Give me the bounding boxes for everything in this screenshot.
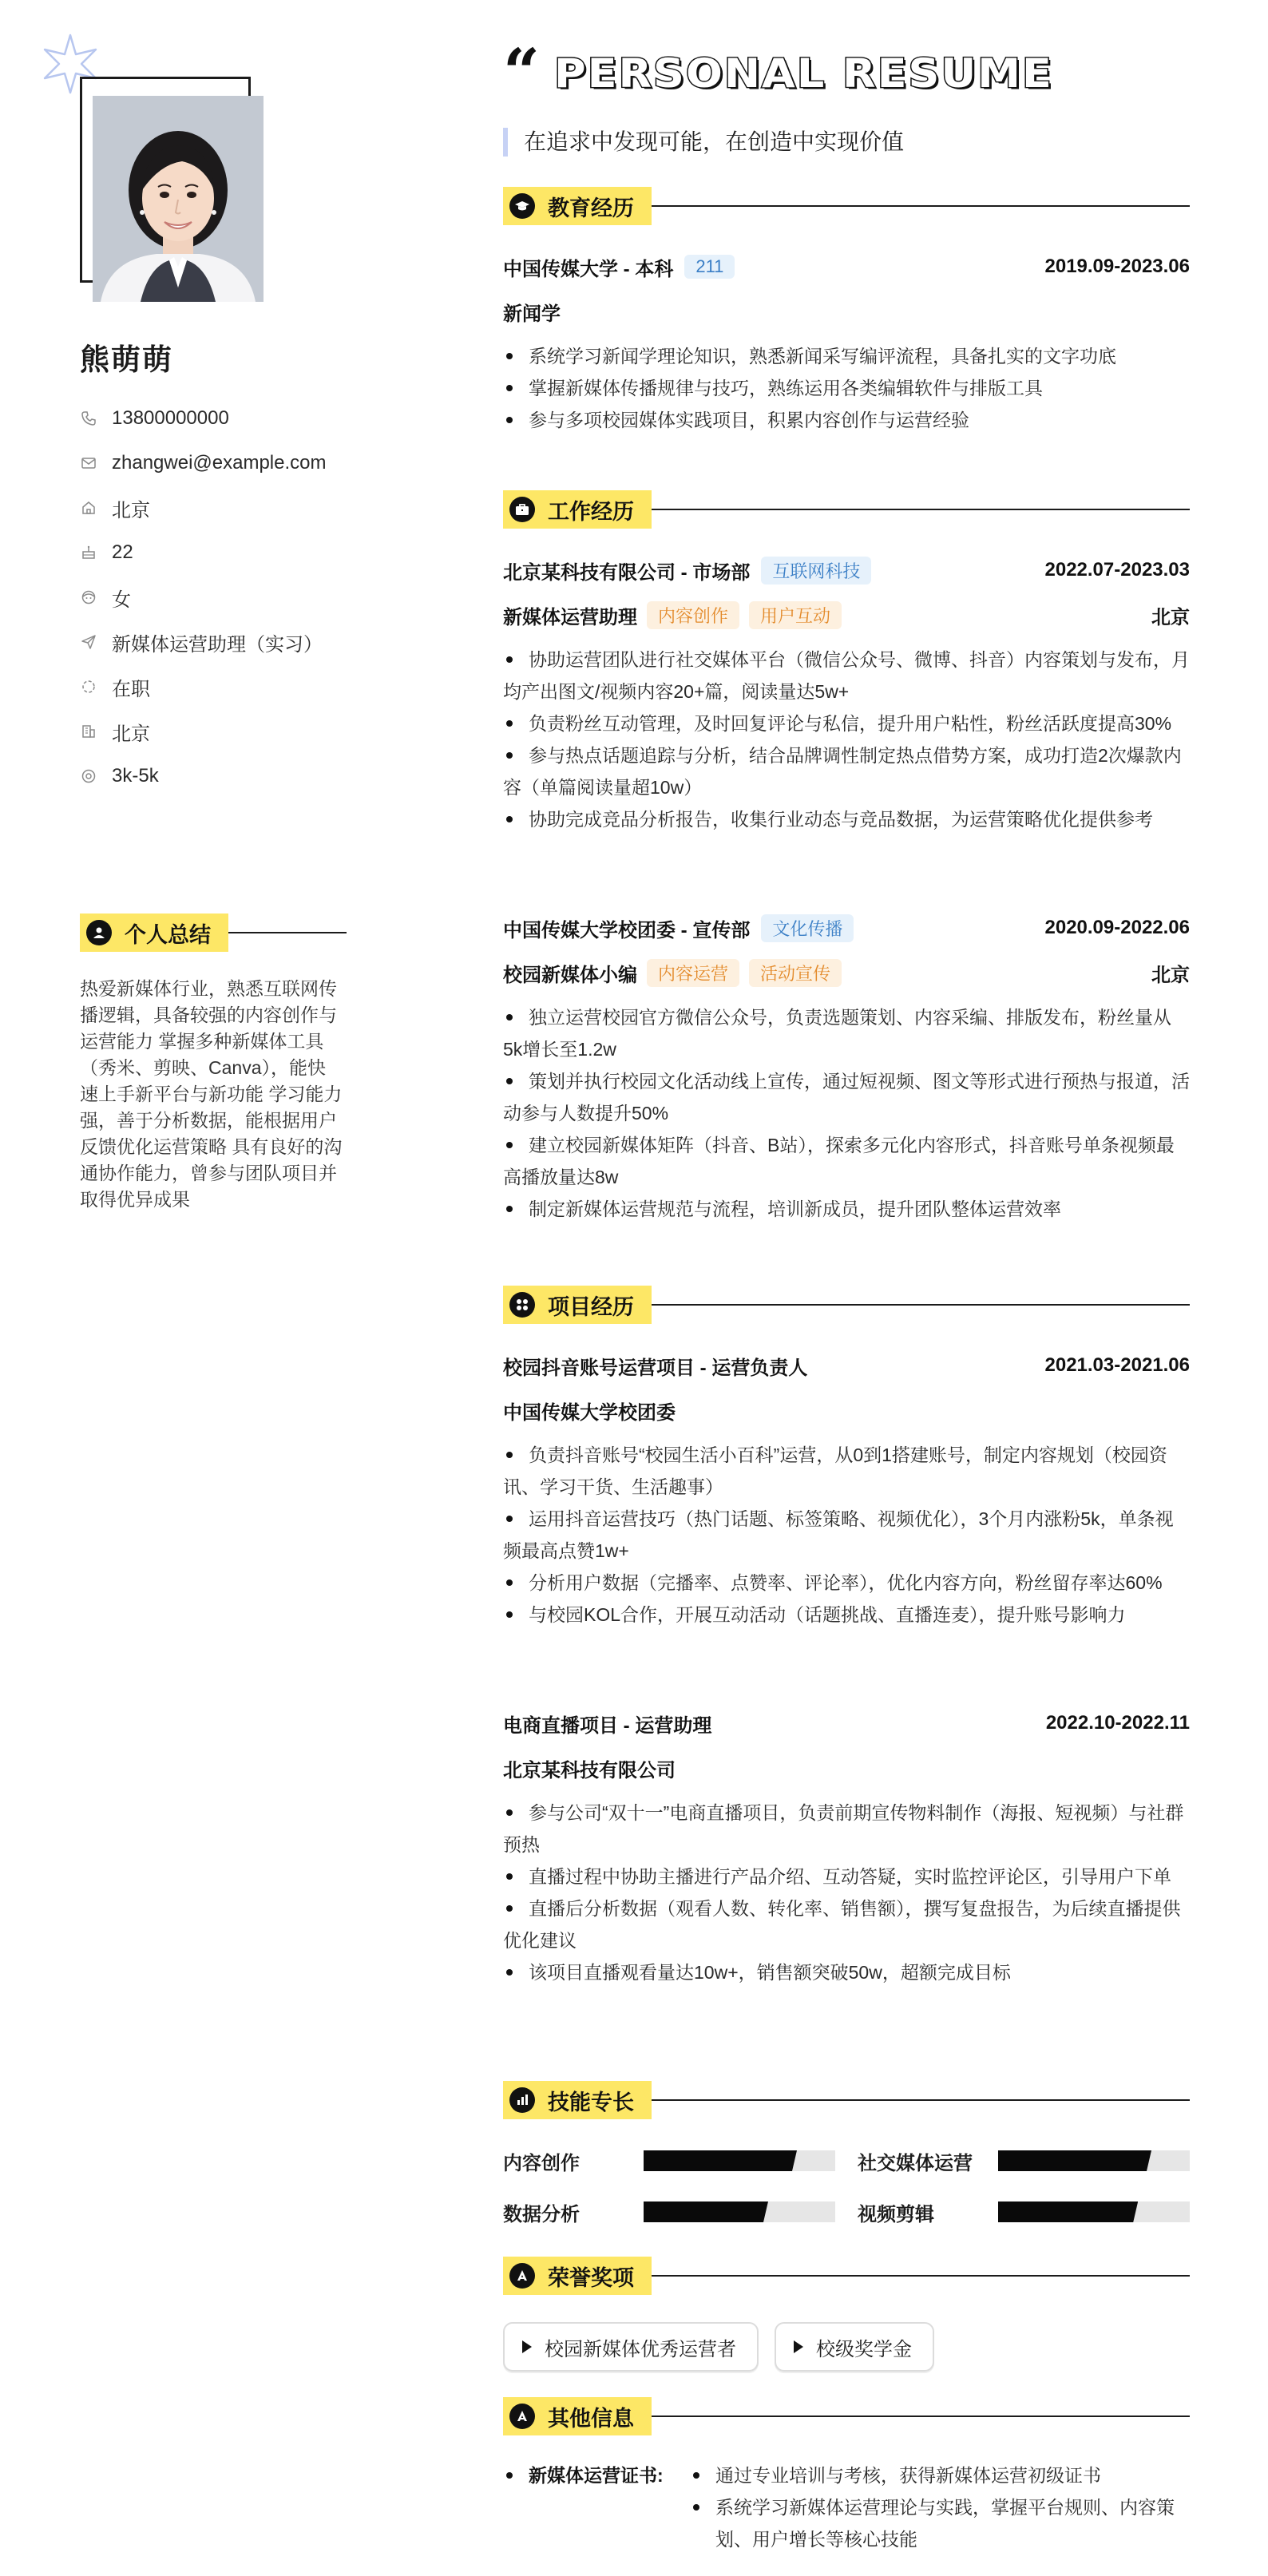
quote-mark: “ <box>503 34 541 109</box>
project-2-name: 电商直播项目 - 运营助理 <box>503 1714 712 1737</box>
skill-row <box>858 2145 1190 2177</box>
list-item: 与校园KOL合作，开展互动活动（话题挑战、直播连麦），提升账号影响力 <box>503 1599 1190 1631</box>
info-location <box>80 485 327 530</box>
list-item: 协助完成竞品分析报告，收集行业动态与竞品数据，为运营策略优化提供参考 <box>503 803 1190 835</box>
other-section-label <box>503 2397 652 2435</box>
play-icon <box>794 2340 803 2353</box>
list-item: 建立校园新媒体矩阵（抖音、B站），探索多元化内容形式，抖音账号单条视频最高播放量达8w <box>503 1129 1190 1193</box>
education-bullets <box>503 340 1190 436</box>
grid-icon <box>509 1292 535 1318</box>
money-icon <box>80 767 97 785</box>
honors-section-header <box>503 2257 1190 2295</box>
gender-text: 女 <box>112 589 131 611</box>
project-2-bullets <box>503 1797 1190 1988</box>
job-2-industry-tag: 文化传播 <box>761 914 854 942</box>
status-icon <box>80 678 97 696</box>
info-gender <box>80 575 327 620</box>
list-item: 策划并执行校园文化活动线上宣传，通过短视频、图文等形式进行预热与报道，活动参与人数提升50% <box>503 1065 1190 1129</box>
project-2-header <box>503 1707 1190 1739</box>
project-1-org-row <box>503 1394 1190 1426</box>
skill-level-fill <box>644 2201 768 2222</box>
job-1-role-tag: 内容创作 <box>647 601 739 629</box>
honor-label: 校级奖学金 <box>816 2338 912 2360</box>
education-section-header <box>503 187 1190 225</box>
list-item: 分析用户数据（完播率、点赞率、评论率），优化内容方向，粉丝留存率达60% <box>503 1567 1190 1599</box>
skill-row <box>858 2196 1190 2228</box>
certificate-key: 新媒体运营证书: <box>503 2459 688 2491</box>
skill-name: 内容创作 <box>503 2152 580 2174</box>
tagline: 在追求中发现可能，在创造中实现价值 <box>503 128 904 157</box>
work-section-header <box>503 490 1190 529</box>
education-section-label <box>503 187 652 225</box>
list-item: 系统学习新闻学理论知识，熟悉新闻采写编评流程，具备扎实的文字功底 <box>503 340 1190 372</box>
education-major-row <box>503 295 1190 327</box>
summary-section-header <box>80 913 347 952</box>
skill-level-bar <box>998 2201 1190 2222</box>
job-2-role-tag: 活动宣传 <box>749 959 842 987</box>
project-1-name: 校园抖音账号运营项目 - 运营负责人 <box>503 1357 808 1379</box>
skills-section-label <box>503 2081 652 2119</box>
age-text: 22 <box>112 541 133 563</box>
job-2-bullets <box>503 1001 1190 1225</box>
section-divider <box>652 1304 1190 1306</box>
skill-level-bar <box>644 2201 835 2222</box>
list-item: 通过专业培训与考核，获得新媒体运营初级证书 <box>688 2459 1190 2491</box>
job-2-role-row <box>503 957 1190 989</box>
phone-text: 13800000000 <box>112 407 229 429</box>
skill-row <box>503 2196 835 2228</box>
other-section-header <box>503 2397 1190 2435</box>
section-divider <box>652 509 1190 510</box>
other-title: 其他信息 <box>548 2406 634 2431</box>
other-info <box>503 2459 1190 2555</box>
avatar <box>93 96 264 302</box>
job-1-header <box>503 554 1190 586</box>
email-text: zhangwei@example.com <box>112 452 327 474</box>
list-item: 运用抖音运营技巧（热门话题、标签策略、视频优化），3个月内涨粉5k，单条视频最高点赞1w+ <box>503 1503 1190 1567</box>
job-1-date: 2022.07-2023.03 <box>1044 559 1190 581</box>
info-age <box>80 530 327 575</box>
summary-section-label <box>80 913 228 952</box>
skill-name: 数据分析 <box>503 2203 580 2225</box>
send-icon <box>80 633 97 651</box>
location-text: 北京 <box>112 499 150 521</box>
project-1-date: 2021.03-2021.06 <box>1044 1354 1190 1376</box>
honor-label: 校园新媒体优秀运营者 <box>545 2338 736 2360</box>
play-icon <box>522 2340 532 2353</box>
job-2-role-tag: 内容运营 <box>647 959 739 987</box>
resume-title <box>503 34 1053 109</box>
position-text: 新媒体运营助理（实习） <box>112 633 323 656</box>
list-item: 负责粉丝互动管理，及时回复评论与私信，提升用户粘性，粉丝活跃度提高30% <box>503 707 1190 739</box>
status-text: 在职 <box>112 678 150 700</box>
list-item: 直播过程中协助主播进行产品介绍、互动答疑，实时监控评论区，引导用户下单 <box>503 1861 1190 1892</box>
section-divider <box>228 932 347 933</box>
info-icon <box>509 2404 535 2429</box>
cake-icon <box>80 544 97 561</box>
info-email <box>80 441 327 485</box>
honors-section-label <box>503 2257 652 2295</box>
skill-row <box>503 2145 835 2177</box>
user-icon <box>86 920 112 945</box>
project-1-header <box>503 1349 1190 1381</box>
project-1-bullets <box>503 1439 1190 1631</box>
education-title: 教育经历 <box>548 196 634 220</box>
job-1-city: 北京 <box>1151 606 1190 628</box>
contact-info-list <box>80 396 327 799</box>
projects-section-header <box>503 1286 1190 1324</box>
section-divider <box>652 2415 1190 2417</box>
project-2-org-row <box>503 1752 1190 1784</box>
honor-item[interactable] <box>775 2322 934 2372</box>
job-2-city: 北京 <box>1151 964 1190 986</box>
building-icon <box>80 723 97 740</box>
list-item: 制定新媒体运营规范与流程，培训新成员，提升团队整体运营效率 <box>503 1193 1190 1225</box>
honor-item[interactable] <box>503 2322 759 2372</box>
skill-name: 社交媒体运营 <box>858 2152 973 2174</box>
salary-text: 3k-5k <box>112 765 159 787</box>
summary-text: 热爱新媒体行业，熟悉互联网传播逻辑，具备较强的内容创作与运营能力 掌握多种新媒体工具（秀米、剪映、Canva），能快速上手新平台与新功能 学习能力强，善于分析数据，能根据用户反馈优化运营策略 具有良好的沟通协作能力，曾参与团队项目并取得优异成果 <box>80 978 343 1210</box>
info-phone <box>80 396 327 441</box>
projects-section-label <box>503 1286 652 1324</box>
briefcase-icon <box>509 497 535 522</box>
project-2-date: 2022.10-2022.11 <box>1045 1712 1190 1734</box>
list-item: 掌握新媒体传播规律与技巧，熟练运用各类编辑软件与排版工具 <box>503 372 1190 404</box>
city-text: 北京 <box>112 723 150 745</box>
certificate-row <box>503 2459 1190 2555</box>
job-2-header <box>503 912 1190 944</box>
job-1-org: 北京某科技有限公司 - 市场部 <box>503 561 751 584</box>
summary-title: 个人总结 <box>125 922 211 947</box>
info-city <box>80 709 327 754</box>
projects-title: 项目经历 <box>548 1294 634 1319</box>
project-2-org: 北京某科技有限公司 <box>503 1759 676 1781</box>
gender-icon <box>80 589 97 606</box>
work-section-label <box>503 490 652 529</box>
skill-name: 视频剪辑 <box>858 2203 934 2225</box>
project-1-org: 中国传媒大学校团委 <box>503 1401 676 1424</box>
skills-section-header <box>503 2081 1190 2119</box>
phone-icon <box>80 410 97 427</box>
sidebar <box>0 0 447 2576</box>
section-divider <box>652 2099 1190 2101</box>
list-item: 该项目直播观看量达10w+，销售额突破50w，超额完成目标 <box>503 1956 1190 1988</box>
education-major: 新闻学 <box>503 303 561 325</box>
list-item: 负责抖音账号“校园生活小百科”运营，从0到1搭建账号，制定内容规划（校园资讯、学习干货、生活趣事） <box>503 1439 1190 1503</box>
bar-chart-icon <box>509 2087 535 2113</box>
graduation-cap-icon <box>509 193 535 219</box>
skills-title: 技能专长 <box>548 2090 634 2114</box>
list-item: 参与多项校园媒体实践项目，积累内容创作与运营经验 <box>503 404 1190 436</box>
list-item: 参与热点话题追踪与分析，结合品牌调性制定热点借势方案，成功打造2次爆款内容（单篇阅读量超10w） <box>503 739 1190 803</box>
honors-list <box>503 2322 934 2372</box>
job-1-role-tag: 用户互动 <box>749 601 842 629</box>
list-item: 协助运营团队进行社交媒体平台（微信公众号、微博、抖音）内容策划与发布，月均产出图文/视频内容20+篇，阅读量达5w+ <box>503 644 1190 707</box>
info-position <box>80 620 327 664</box>
job-1-industry-tag: 互联网科技 <box>761 557 871 585</box>
school-name: 中国传媒大学 - 本科 <box>503 258 674 280</box>
info-status <box>80 664 327 709</box>
list-item: 参与公司“双十一”电商直播项目，负责前期宣传物料制作（海报、短视频）与社群预热 <box>503 1797 1190 1861</box>
education-date: 2019.09-2023.06 <box>1044 256 1190 277</box>
honors-title: 荣誉奖项 <box>548 2265 634 2290</box>
job-1-role: 新媒体运营助理 <box>503 606 637 628</box>
section-divider <box>652 205 1190 207</box>
list-item: 直播后分析数据（观看人数、转化率、销售额），撰写复盘报告，为后续直播提供优化建议 <box>503 1892 1190 1956</box>
job-2-org: 中国传媒大学校团委 - 宣传部 <box>503 919 751 941</box>
skill-level-bar <box>644 2150 835 2171</box>
work-title: 工作经历 <box>548 499 634 524</box>
skill-level-fill <box>644 2150 797 2171</box>
skill-level-bar <box>998 2150 1190 2171</box>
info-salary <box>80 754 327 799</box>
education-entry-header <box>503 251 1190 283</box>
job-2-role: 校园新媒体小编 <box>503 964 637 986</box>
skill-level-fill <box>998 2150 1151 2171</box>
list-item: 独立运营校园官方微信公众号，负责选题策划、内容采编、排版发布，粉丝量从5k增长至1.2w <box>503 1001 1190 1065</box>
school-tag: 211 <box>684 255 735 279</box>
resume-title-text: PERSONAL RESUME <box>554 50 1053 97</box>
skill-level-fill <box>998 2201 1138 2222</box>
job-1-role-row <box>503 599 1190 631</box>
mail-icon <box>80 454 97 472</box>
profile-name: 熊萌萌 <box>80 343 173 376</box>
job-1-bullets <box>503 644 1190 835</box>
list-item: 系统学习新媒体运营理论与实践，掌握平台规则、内容策划、用户增长等核心技能 <box>688 2491 1190 2555</box>
certificate-bullets <box>688 2459 1190 2555</box>
home-icon <box>80 499 97 517</box>
section-divider <box>652 2275 1190 2277</box>
award-icon <box>509 2263 535 2289</box>
job-2-date: 2020.09-2022.06 <box>1044 917 1190 938</box>
